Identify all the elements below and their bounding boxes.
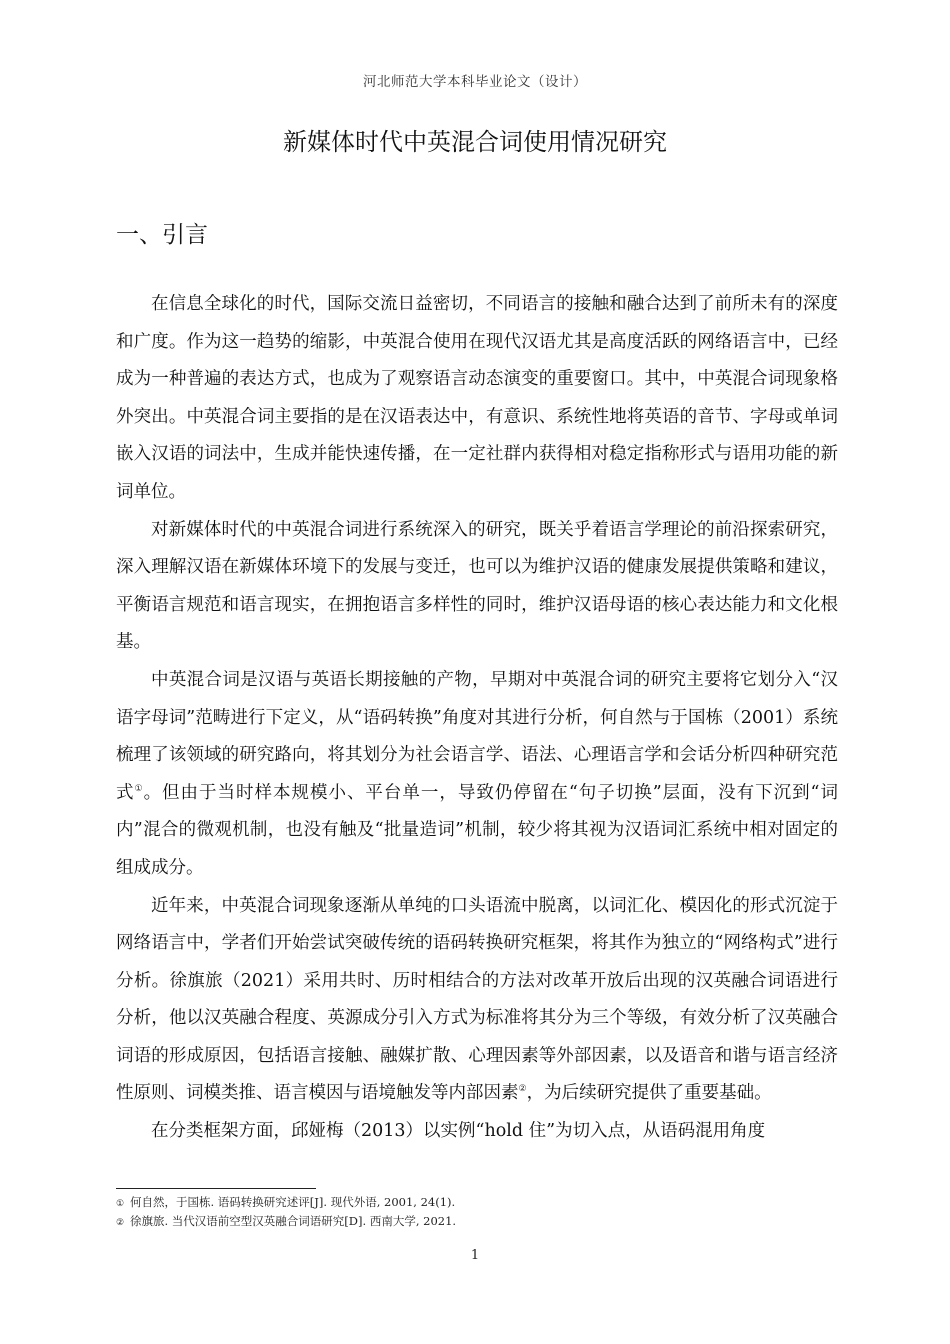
footnote-1-mark: ① <box>116 1199 125 1209</box>
paragraph-3 <box>116 662 838 888</box>
paragraph-4-text: 近年来，中英混合词现象逐渐从单纯的口头语流中脱离，以词汇化、模因化的形式沉淀于网络语言中，学者们开始尝试突破传统的语码转换研究框架，将其作为独立的“网络构式”进行分析。徐旗旅（2021）采用共时、历时相结合的方法对改革开放后出现的汉英融合词语进行分析，他以汉英融合程度、英源成分引入方式为标准将其分为三个等级，有效分析了汉英融合词语的形成原因，包括语言接触、融媒扩散、心理因素等外部因素，以及语音和谐与语言经济性原则、词模类推、语言模因与语境触发等内部因素 <box>116 895 838 1104</box>
section-heading: 一、引言 <box>116 222 208 248</box>
footnote-divider <box>116 1188 316 1189</box>
footnote-2-mark: ② <box>116 1218 125 1228</box>
footnotes <box>116 1194 838 1232</box>
paragraph-4-text-cont: ，为后续研究提供了重要基础。 <box>526 1083 772 1104</box>
paragraph-2: 对新媒体时代的中英混合词进行系统深入的研究，既关乎着语言学理论的前沿探索研究，深入理解汉语在新媒体环境下的发展与变迁，也可以为维护汉语的健康发展提供策略和建议，平衡语言规范和语言现实，在拥抱语言多样性的同时，维护汉语母语的核心表达能力和文化根基。 <box>116 519 838 653</box>
page-header: 河北师范大学本科毕业论文（设计） <box>363 74 587 90</box>
page-title: 新媒体时代中英混合词使用情况研究 <box>283 128 667 156</box>
paragraph-5: 在分类框架方面，邱娅梅（2013）以实例“hold 住”为切入点，从语码混用角度 <box>151 1121 766 1142</box>
paragraph-4 <box>116 888 838 1114</box>
footnote-1 <box>116 1194 838 1213</box>
footnote-1-text: 何自然，于国栋. 语码转换研究述评[J]. 现代外语, 2001, 24(1). <box>130 1195 456 1209</box>
footnote-2 <box>116 1213 838 1232</box>
footnote-ref-2[interactable]: ② <box>518 1084 527 1095</box>
footnote-ref-1[interactable]: ① <box>134 783 144 794</box>
paragraph-3-text-cont: 。但由于当时样本规模小、平台单一，导致仍停留在“句子切换”层面，没有下沉到“词内”混合的微观机制，也没有触及“批量造词”机制，较少将其视为汉语词汇系统中相对固定的组成成分。 <box>116 782 838 878</box>
paragraph-3-text: 中英混合词是汉语与英语长期接触的产物，早期对中英混合词的研究主要将它划分入“汉语字母词”范畴进行下定义，从“语码转换”角度对其进行分析，何自然与于国栋（2001）系统梳理了该领域的研究路向，将其划分为社会语言学、语法、心理语言学和会话分析四种研究范式 <box>116 669 838 803</box>
paragraph-1: 在信息全球化的时代，国际交流日益密切，不同语言的接触和融合达到了前所未有的深度和广度。作为这一趋势的缩影，中英混合使用在现代汉语尤其是高度活跃的网络语言中，已经成为一种普遍的表达方式，也成为了观察语言动态演变的重要窗口。其中，中英混合词现象格外突出。中英混合词主要指的是在汉语表达中，有意识、系统性地将英语的音节、字母或单词嵌入汉语的词法中，生成并能快速传播，在一定社群内获得相对稳定指称形式与语用功能的新词单位。 <box>116 294 838 502</box>
page-number: 1 <box>470 1248 480 1263</box>
body-text <box>116 286 838 1151</box>
footnote-2-text: 徐旗旅. 当代汉语前空型汉英融合词语研究[D]. 西南大学, 2021. <box>130 1214 457 1228</box>
